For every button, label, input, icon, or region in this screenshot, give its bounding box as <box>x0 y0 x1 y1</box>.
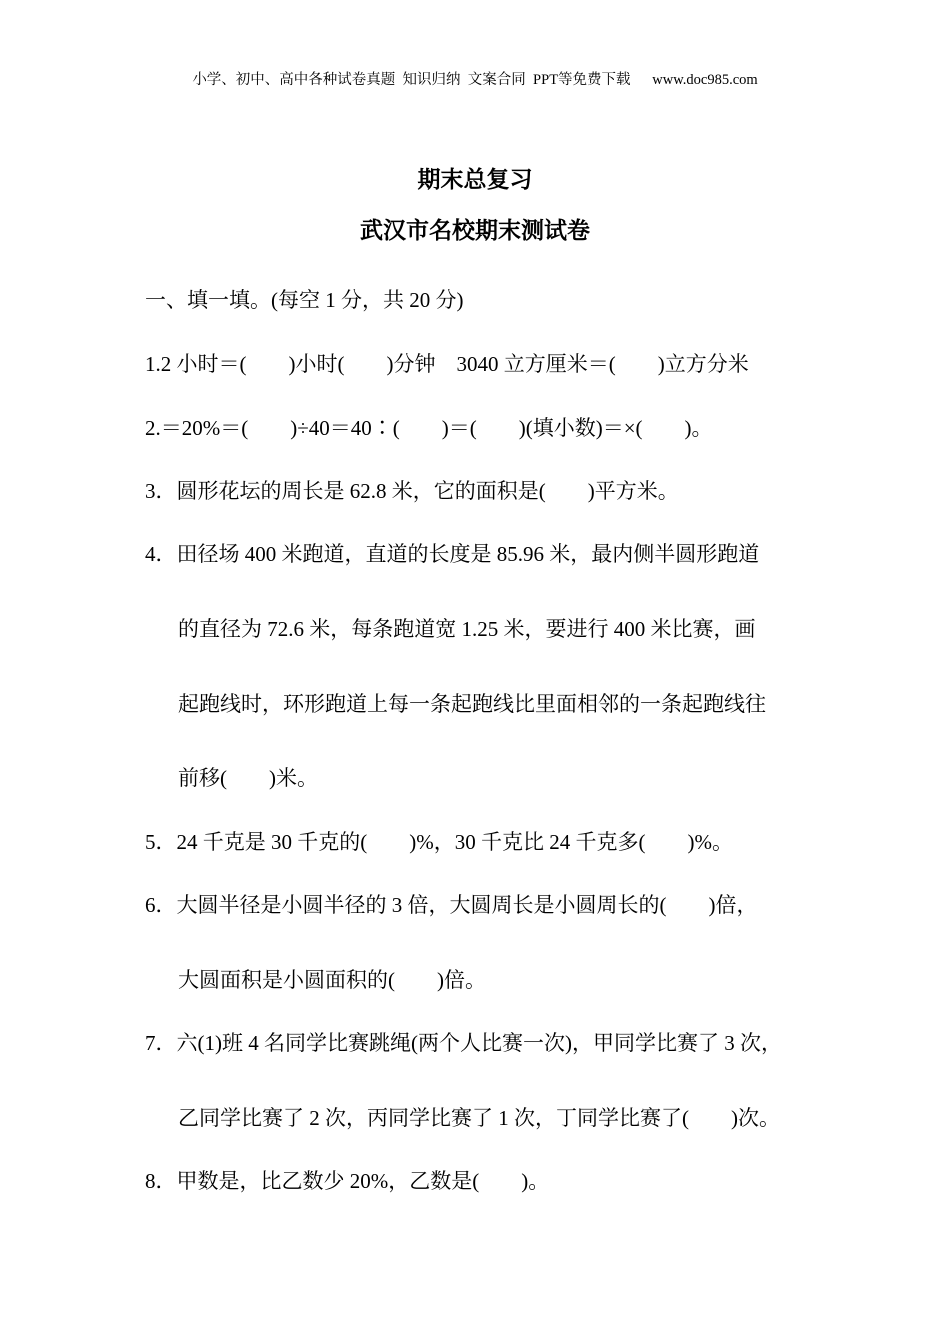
question-5: 5．24 千克是 30 千克的( )%，30 千克比 24 千克多( )%。 <box>145 830 733 854</box>
question-1: 1.2 小时＝( )小时( )分钟 3040 立方厘米＝( )立方分米 <box>145 352 749 376</box>
question-7-cont: 乙同学比赛了 2 次，丙同学比赛了 1 次，丁同学比赛了( )次。 <box>178 1106 780 1130</box>
question-4: 4．田径场 400 米跑道，直道的长度是 85.96 米，最内侧半圆形跑道 <box>145 542 760 566</box>
question-4-cont: 的直径为 72.6 米，每条跑道宽 1.25 米，要进行 400 米比赛，画 <box>178 617 756 641</box>
question-2: 2.＝20%＝( )÷40＝40∶( )＝( )(填小数)＝×( )。 <box>145 416 713 440</box>
question-4-cont: 前移( )米。 <box>178 766 318 790</box>
question-4-cont: 起跑线时，环形跑道上每一条起跑线比里面相邻的一条起跑线往 <box>178 692 766 716</box>
question-6: 6．大圆半径是小圆半径的 3 倍，大圆周长是小圆周长的( )倍， <box>145 893 758 917</box>
page-header: 小学、初中、高中各种试卷真题 知识归纳 文案合同 PPT等免费下载 www.doc985.com <box>192 72 758 88</box>
question-7: 7．六(1)班 4 名同学比赛跳绳(两个人比赛一次)，甲同学比赛了 3 次， <box>145 1031 782 1055</box>
section-heading: 一、填一填。(每空 1 分，共 20 分) <box>145 288 464 312</box>
question-6-cont: 大圆面积是小圆面积的( )倍。 <box>178 968 486 992</box>
document-subtitle: 武汉市名校期末测试卷 <box>360 218 590 244</box>
question-3: 3．圆形花坛的周长是 62.8 米，它的面积是( )平方米。 <box>145 479 679 503</box>
document-title: 期末总复习 <box>417 167 533 193</box>
question-8: 8．甲数是，比乙数少 20%，乙数是( )。 <box>145 1169 550 1193</box>
